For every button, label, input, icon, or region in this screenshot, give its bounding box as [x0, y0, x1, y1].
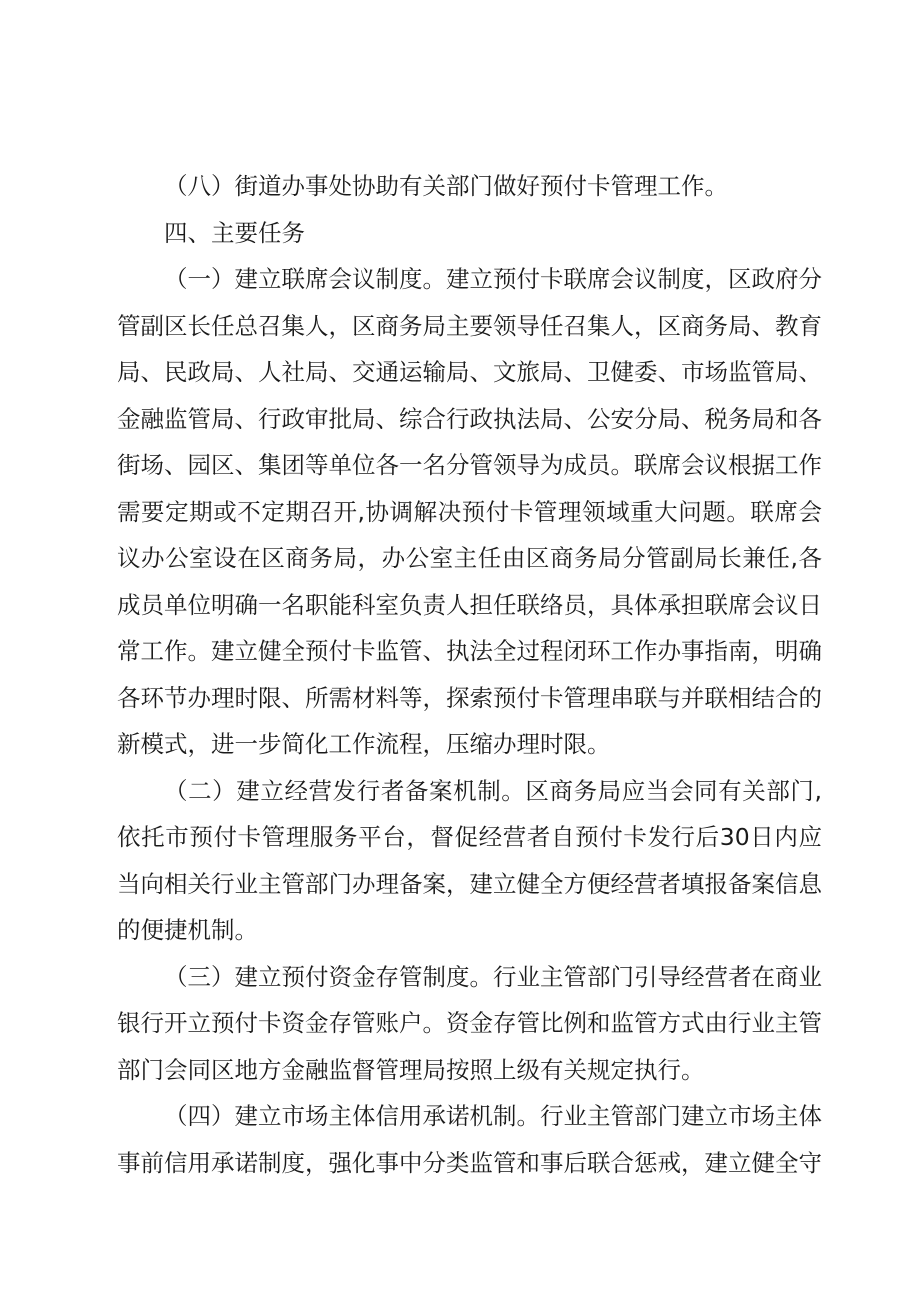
paragraph-task-4: （四）建立市场主体信用承诺机制。行业主管部门建立市场主体事前信用承诺制度，强化事中分类监管和事后联合惩戒，建立健全守	[117, 1102, 822, 1177]
section-heading-main-tasks: 四、主要任务	[164, 218, 305, 247]
paragraph-item-8: （八）街道办事处协助有关部门做好预付卡管理工作。	[164, 172, 728, 200]
paragraph-task-1: （一）建立联席会议制度。建立预付卡联席会议制度，区政府分管副区长任总召集人，区商务局主要领导任召集人，区商务局、教育局、民政局、人社局、交通运输局、文旅局、卫健委、市场监管局、金融监管局、行政审批局、综合行政执法局、公安分局、税务局和各街场、园区、集团等单位各一名分管领导为成员。联席会议根据工作需要定期或不定期召开,协调解决预付卡管理领域重大问题。联席会议办公室设在区商务局，办公室主任由区商务局分管副局长兼任,各成员单位明确一名职能科室负责人担任联络员，具体承担联席会议日常工作。建立健全预付卡监管、执法全过程闭环工作办事指南，明确各环节办理时限、所需材料等，探索预付卡管理串联与并联相结合的新模式，进一步简化工作流程，压缩办理时限。	[117, 265, 822, 758]
document-page	[117, 163, 822, 1186]
paragraph-task-2: （二）建立经营发行者备案机制。区商务局应当会同有关部门,依托市预付卡管理服务平台，督促经营者自预付卡发行后30日内应当向相关行业主管部门办理备案，建立健全方便经营者填报备案信息的便捷机制。	[117, 776, 822, 944]
paragraph-task-3: （三）建立预付资金存管制度。行业主管部门引导经营者在商业银行开立预付卡资金存管账户。资金存管比例和监管方式由行业主管部门会同区地方金融监督管理局按照上级有关规定执行。	[117, 962, 822, 1084]
